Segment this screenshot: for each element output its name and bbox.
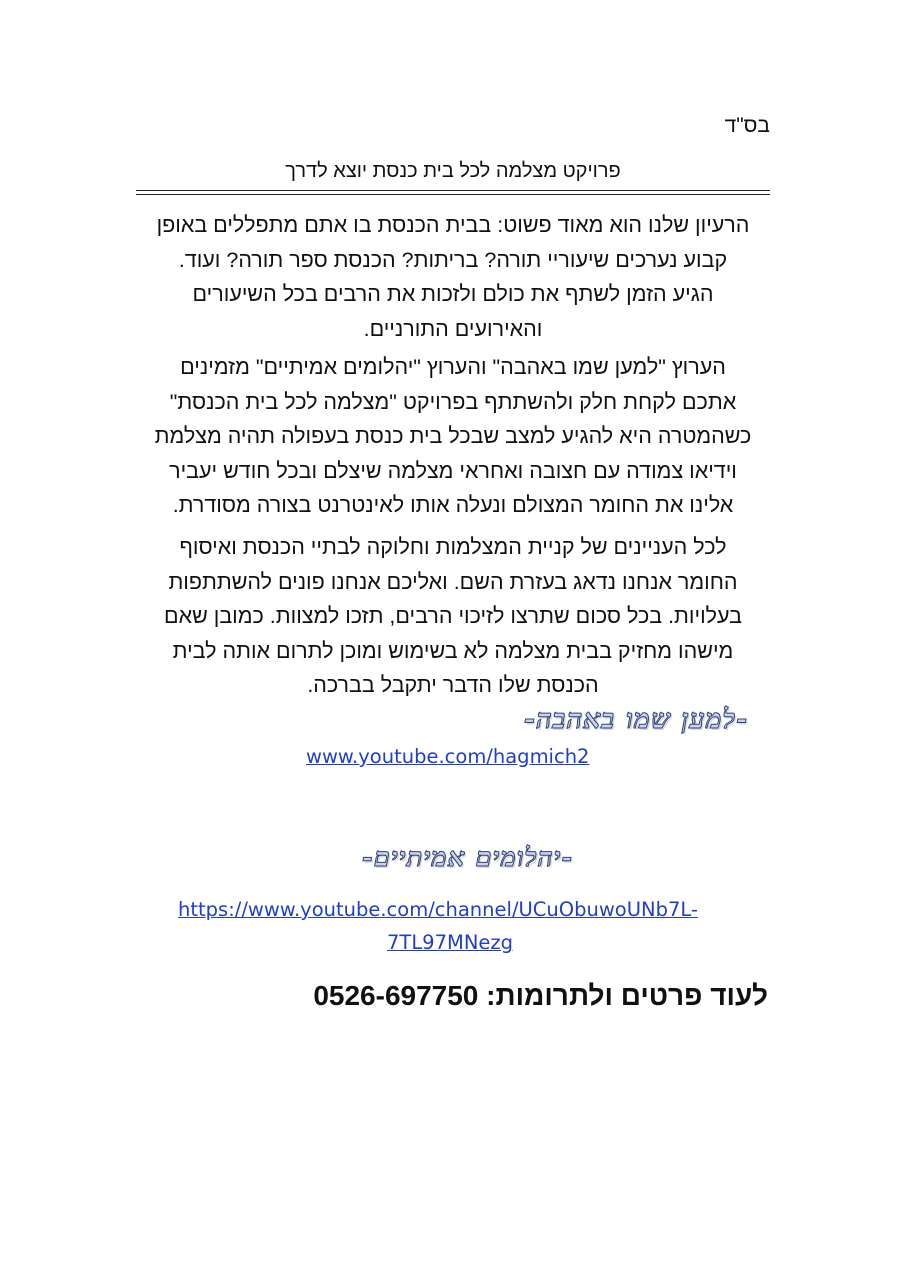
paragraph-invitation <box>136 350 770 523</box>
paragraph-line: הגיע הזמן לשתף את כולם ולזכות את הרבים בכל השיעורים <box>192 282 714 306</box>
paragraph-line: לכל העניינים של קניית המצלמות וחלוקה לבתיי הכנסת ואיסוף <box>179 535 727 559</box>
paragraph-line: הערוץ "למען שמו באהבה" והערוץ "יהלומים אמיתיים" מזמינים <box>180 355 726 379</box>
paragraph-line: קבוע נערכים שיעוריי תורה? בריתות? הכנסת ספר תורה? ועוד. <box>178 247 728 272</box>
channel-link-hagmich[interactable]: www.youtube.com/hagmich2 <box>306 745 590 768</box>
paragraph-line: וידיאו צמודה עם חצובה ואחראי מצלמה שיצלם ובכל חודש יעביר <box>169 458 737 483</box>
contact-phone-line: לעוד פרטים ולתרומות: 0526-697750 <box>313 980 768 1011</box>
paragraph-line: אלינו את החומר המצולם ונעלה אותו לאינטרנט בצורה מסודרת. <box>172 493 734 517</box>
paragraph-line: מישהו מחזיק בבית מצלמה לא בשימוש ומוכן לתרום אותה לבית <box>172 638 734 663</box>
title-underline-bottom <box>136 194 770 195</box>
channel-name-yahalomim: -יהלומים אמיתיים- <box>359 843 576 873</box>
paragraph-line: החומר אנחנו נדאג בעזרת השם. ואליכם אנחנו פונים להשתתפות <box>168 569 738 594</box>
document-title: פרויקט מצלמה לכל בית כנסת יוצא לדרך <box>285 160 621 182</box>
channel-link-yahalomim-part2[interactable]: 7TL97MNezg <box>387 931 514 954</box>
paragraph-line: הכנסת שלו הדבר יתקבל בברכה. <box>307 673 599 697</box>
bsd-header: בס"ד <box>724 114 770 137</box>
paragraph-line: והאירועים התורניים. <box>363 316 543 341</box>
paragraph-line: כשהמטרה היא להגיע למצב שבכל בית כנסת בעפולה תהיה מצלמת <box>154 424 752 448</box>
title-underline-top <box>136 190 770 191</box>
paragraph-line: בעלויות. בכל סכום שתרצו לזיכוי הרבים, תזכו למצוות. כמובן שאם <box>163 604 742 628</box>
channel-link-yahalomim-part1[interactable]: https://www.youtube.com/channel/UCuObuwoUNb7L- <box>178 898 698 921</box>
paragraph-line: הרעיון שלנו הוא מאוד פשוט: בבית הכנסת בו אתם מתפללים באופן <box>156 213 750 237</box>
paragraph-line: אתכם לקחת חלק ולהשתתף בפרויקט "מצלמה לכל בית הכנסת" <box>169 389 737 414</box>
paragraph-intro <box>136 208 770 346</box>
channel-name-lemaan-shmo: -למען שמו באהבה- <box>521 704 752 735</box>
paragraph-funding <box>136 530 770 703</box>
